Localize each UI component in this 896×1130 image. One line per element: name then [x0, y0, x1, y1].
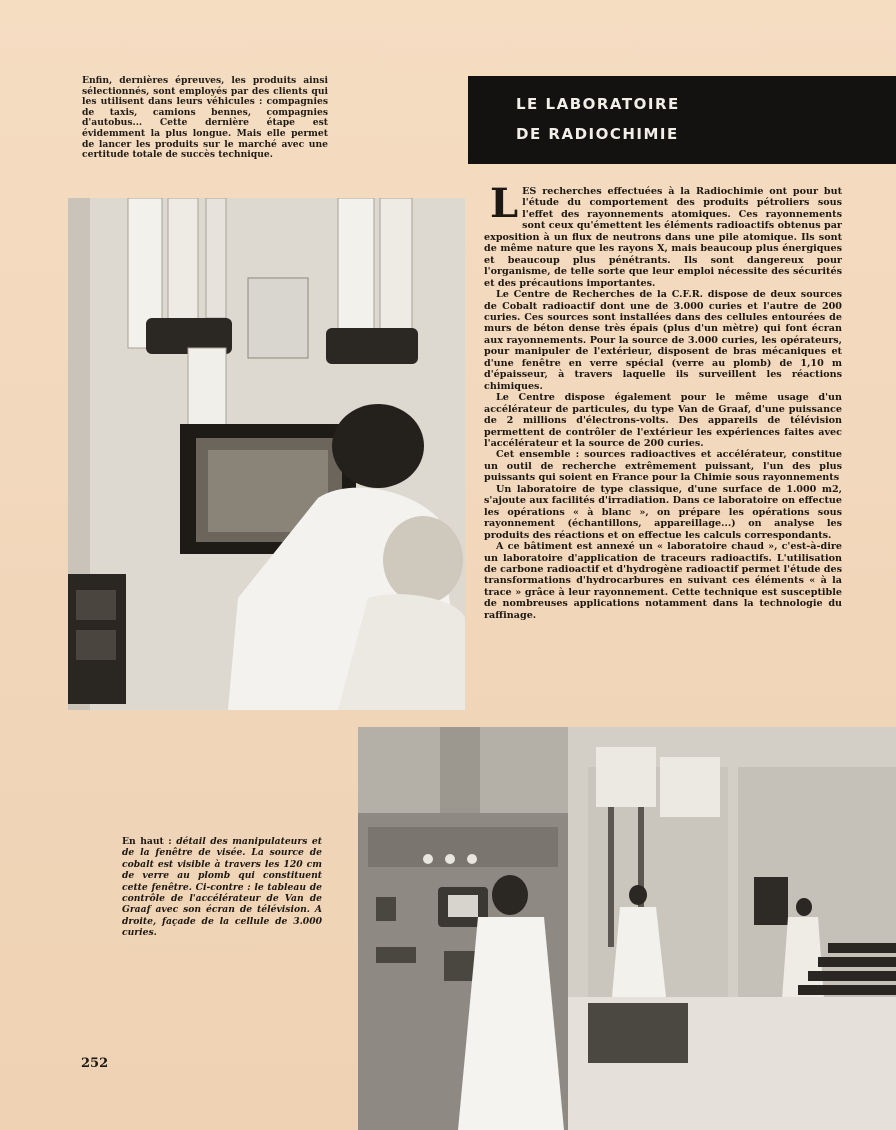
caption-lead: En haut :: [122, 836, 172, 847]
intro-paragraph: Enfin, dernières épreuves, les produits ainsi sélectionnés, sont employés par des clients qui les utilisent dans leurs véhicules : compagnies de taxis, camions bennes, compagnies d'autobus... Cette dernière étape est évidemment la plus longue. Mais elle permet de lancer les produits sur le marché avec une certitude totale de succès technique.: [82, 75, 328, 161]
dropcap-letter: L: [490, 180, 519, 227]
photo-manipulators: [68, 198, 465, 710]
article-paragraph-6: A ce bâtiment est annexé un « laboratoire chaud », c'est-à-dire un laboratoire d'application de traceurs radioactifs. L'utilisation de carbone radioactif et d'hydrogène radioactif permet l'étude des transformations d'hydrocarbures en suivant ces éléments « à la trace » grâce à leur rayonnement. Cette technique est susceptible de nombreuses applications notamment dans la technologie du raffinage.: [484, 541, 842, 621]
section-title-line-1: LE LABORATOIRE: [516, 95, 680, 113]
article-paragraph-5: Un laboratoire de type classique, d'une surface de 1.000 m2, s'ajoute aux facilités d'irradiation. Dans ce laboratoire on effectue les opérations « à blanc », on prépare les opérations sous rayonnement (échantillons, appareillage...) on analyse les produits des réactions et on effectue les calculs correspondants.: [484, 483, 842, 541]
photo-control-room: [358, 727, 896, 1130]
section-title-banner: [468, 76, 896, 164]
article-paragraph-1: LES recherches effectuées à la Radiochimie ont pour but l'étude du comportement des produits pétroliers sous l'effet des rayonnements atomiques. Ces rayonnements sont ceux qu'émettent les éléments radioactifs obtenus par exposition à un flux de neutrons dans une pile atomique. Ils sont de même nature que les rayons X, mais beaucoup plus énergiques et beaucoup plus pénétrants. Ils sont dangereux pour l'organisme, de telle sorte que leur emploi nécessite des sécurités et des précautions importantes.: [484, 180, 842, 289]
photo-control-room-illustration: [358, 727, 896, 1130]
section-title-line-2: DE RADIOCHIMIE: [516, 125, 679, 143]
article-paragraph-4: Cet ensemble : sources radioactives et accélérateur, constitue un outil de recherche extrêmement puissant, l'un des plus puissants qui soient en France pour la Chimie sous rayonnements: [484, 449, 842, 484]
photo-manipulators-illustration: [68, 198, 465, 710]
article-paragraph-2: Le Centre de Recherches de la C.F.R. dispose de deux sources de Cobalt radioactif dont une de 3.000 curies et l'autre de 200 curies. Ces sources sont installées dans des cellules entourées de murs de béton dense très épais (plus d'un mètre) qui font écran aux rayonnements. Pour la source de 3.000 curies, les opérateurs, pour manipuler de l'extérieur, disposent de bras mécaniques et d'une fenêtre en verre spécial (verre au plomb) de 1,10 m d'épaisseur, à travers laquelle ils surveillent les réactions chimiques.: [484, 289, 842, 392]
page-number: 252: [81, 1056, 109, 1071]
article-paragraph-3: Le Centre dispose également pour le même usage d'un accélérateur de particules, du type Van de Graaf, d'une puissance de 2 millions d'électrons-volts. Des appareils de télévision permettent de contrôler de l'extérieur les expériences faites avec l'accélérateur et la source de 200 curies.: [484, 392, 842, 449]
caption-text: détail des manipulateurs et de la fenêtre de visée. La source de cobalt est visible à travers les 120 cm de verre au plomb qui constituent cette fenêtre. Ci-contre : le tableau de contrôle de l'accélérateur de Van de Graaf avec son écran de télévision. A droite, façade de la cellule de 3.000 curies.: [122, 836, 322, 939]
photo-caption: [122, 836, 322, 939]
article-body: [484, 180, 842, 621]
